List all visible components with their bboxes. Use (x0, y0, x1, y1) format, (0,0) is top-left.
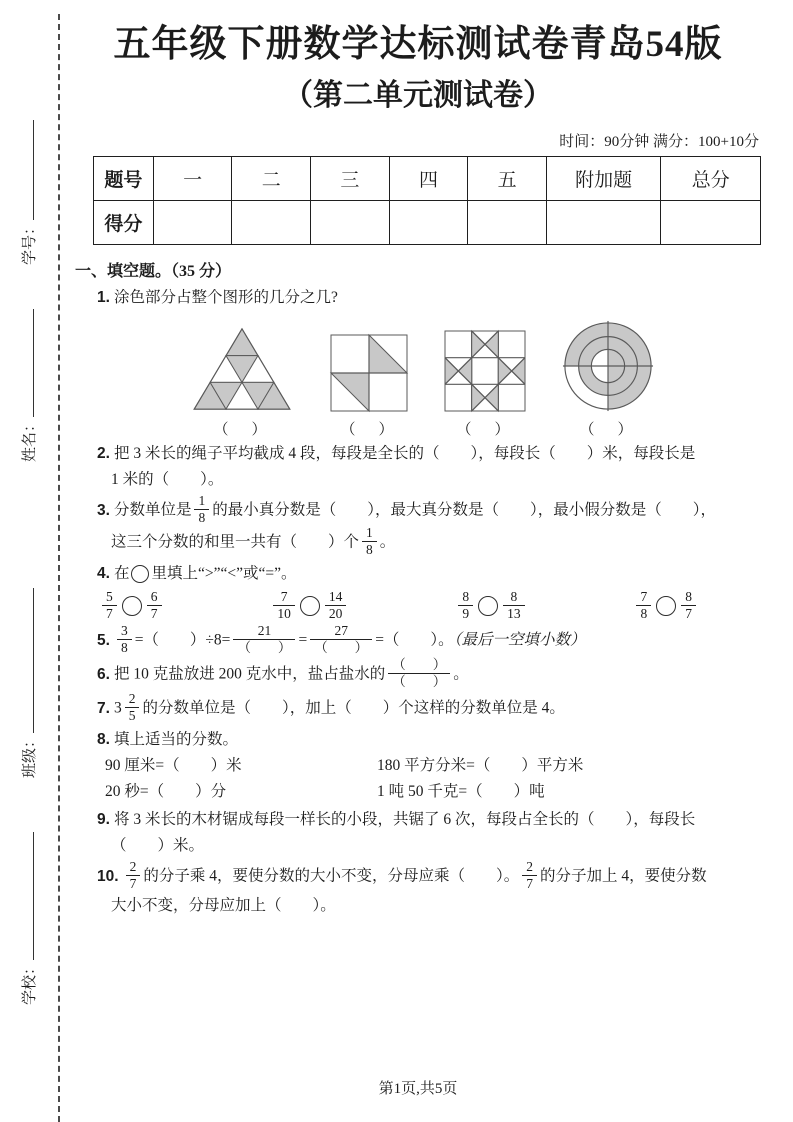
fraction-21-blank: $\frac{21}{( )}$ (233, 623, 295, 655)
score-table-cell-label: 题号 (94, 157, 154, 201)
conversion-item: 180 平方分米=（ ）平方米 (377, 757, 584, 775)
left-fraction: $\frac{8}{9}$ (458, 589, 473, 621)
score-empty-cell (153, 201, 232, 245)
question-2-line2: 1 米的（ ）。 (111, 471, 224, 489)
compare-circle-icon (300, 596, 320, 616)
figure-3-answer-blank: （ ） (456, 422, 514, 439)
question-6-text1: 把 10 克盐放进 200 克水中，盐占盐水的 (113, 665, 386, 683)
right-fraction: $\frac{8}{13}$ (503, 589, 525, 621)
question-7-text: 的分数单位是（ ），加上（ ）个这样的分数单位是 4。 (142, 699, 565, 717)
fraction-blank-blank: $\frac{( )}{( )}$ (388, 657, 450, 689)
compare-circle-icon (656, 596, 676, 616)
mixed-number-whole: 3 (113, 699, 122, 717)
compare-circle-icon (478, 596, 498, 616)
paper-main-content (75, 22, 761, 921)
compare-circle-icon (131, 565, 149, 583)
fraction-2-7: $\frac{2}{7}$ (522, 859, 537, 891)
score-table-col-total: 总分 (661, 157, 761, 201)
score-empty-cell (232, 201, 311, 245)
right-fraction: $\frac{8}{7}$ (681, 589, 696, 621)
conversion-item: 20 秒=（ ）分 (105, 783, 227, 801)
right-fraction: $\frac{6}{7}$ (147, 589, 162, 621)
margin-label-class (19, 558, 41, 778)
question-4-comparisons (99, 591, 699, 623)
question-10-text2: 的分子加上 4，要使分数 (539, 868, 707, 886)
figure-triangle (189, 325, 295, 439)
student-id-label: 学号： (22, 219, 38, 265)
star-grid-figure (443, 329, 527, 413)
left-fraction: $\frac{7}{8}$ (636, 589, 651, 621)
margin-label-school (19, 785, 41, 1005)
student-id-blank-line (19, 120, 34, 220)
question-9 (97, 807, 761, 859)
questions-list (97, 285, 761, 919)
question-5-note: （最后一空填小数） (453, 631, 586, 649)
section1-heading: 一、填空题。（35 分） (75, 263, 232, 281)
question-4-text1: 在 (113, 565, 130, 583)
question-5-number: 5. (97, 631, 110, 649)
question-1-text: 涂色部分占整个图形的几分之几? (113, 289, 338, 307)
dashed-cut-line (58, 14, 60, 1122)
question-7-number: 7. (97, 699, 110, 717)
score-table-col-extra: 附加题 (546, 157, 660, 201)
page-subtitle: （第二单元测试卷） (283, 79, 553, 113)
class-label: 班级： (22, 732, 38, 778)
fraction-2-5: $\frac{2}{5}$ (125, 691, 140, 723)
fraction-2-7: $\frac{2}{7}$ (126, 859, 141, 891)
name-label: 姓名： (22, 416, 38, 462)
score-table-col-4: 四 (389, 157, 468, 201)
square-diagonal-figure (329, 333, 409, 413)
question-8 (97, 727, 761, 805)
figure-circles (561, 319, 655, 439)
question-2-line1 (97, 441, 761, 467)
figure-2-answer-blank: （ ） (340, 422, 398, 439)
score-table-col-1: 一 (153, 157, 232, 201)
figure-star (443, 329, 527, 439)
question-4-intro (97, 561, 761, 587)
comparison-item (633, 591, 699, 623)
question-3-text2: 的最小真分数是（ ），最大真分数是（ ），最小假分数是（ ）， (212, 501, 716, 519)
question-7 (97, 693, 761, 725)
comparison-item (270, 591, 349, 623)
question-3-number: 3. (97, 501, 110, 519)
question-3 (97, 495, 761, 559)
question-6-text2: 。 (453, 665, 469, 683)
equals-sign: = (298, 631, 308, 649)
question-9-line1 (97, 807, 761, 833)
question-5 (97, 625, 761, 657)
fraction-1-8: $\frac{1}{8}$ (362, 525, 377, 557)
score-empty-cell (468, 201, 547, 245)
question-1-number: 1. (97, 289, 110, 307)
question-8-row2 (105, 779, 761, 805)
conversion-item: 90 厘米=（ ）米 (105, 757, 242, 775)
question-5-text1: =（ ）÷8= (134, 631, 231, 649)
figure-square (329, 333, 409, 439)
question-4 (97, 561, 761, 623)
fraction-3-8: $\frac{3}{8}$ (117, 623, 132, 655)
question-2 (97, 441, 761, 493)
score-table-header-row (94, 157, 761, 201)
left-fraction: $\frac{7}{10}$ (273, 589, 295, 621)
comparison-item (99, 591, 165, 623)
question-1 (97, 285, 761, 311)
question-3-line2 (97, 527, 761, 559)
question-2-number: 2. (97, 445, 110, 463)
question-9-line2: （ ）米。 (111, 837, 205, 855)
fraction-1-8: $\frac{1}{8}$ (194, 493, 209, 525)
margin-label-name (19, 242, 41, 462)
left-fraction: $\frac{5}{7}$ (102, 589, 117, 621)
class-blank-line (19, 588, 34, 733)
question-2-text1: 把 3 米长的绳子平均截成 4 段，每段是全长的（ ），每段长（ ）米，每段长是 (113, 445, 696, 463)
question-3-text1: 分数单位是 (113, 501, 192, 519)
page-title: 五年级下册数学达标测试卷青岛54版 (113, 24, 723, 65)
question-8-row1 (105, 753, 761, 779)
school-blank-line (19, 832, 34, 960)
question-3-line1 (97, 495, 761, 527)
compare-circle-icon (122, 596, 142, 616)
question-6 (97, 659, 761, 691)
question-4-text2: 里填上“>”“<”或“=”。 (151, 565, 297, 583)
score-table (93, 156, 761, 245)
score-table-col-2: 二 (232, 157, 311, 201)
question-1-figures (189, 319, 761, 439)
time-score-meta: 时间：90分钟 满分：100+10分 (559, 134, 759, 151)
question-3-text3: 这三个分数的和里一共有（ ）个 (111, 533, 360, 551)
margin-label-student-id (19, 45, 41, 265)
right-fraction: $\frac{14}{20}$ (325, 589, 347, 621)
concentric-circles-figure (561, 319, 655, 413)
question-8-intro (97, 727, 761, 753)
page-footer: 第1页,共5页 (378, 1081, 458, 1097)
score-empty-cell (311, 201, 390, 245)
question-10-line2: 大小不变，分母应加上（ ）。 (111, 897, 336, 915)
school-label: 学校： (22, 959, 38, 1005)
conversion-item: 1 吨 50 千克=（ ）吨 (377, 783, 545, 801)
question-3-text4: 。 (379, 533, 396, 551)
fraction-27-blank: $\frac{27}{( )}$ (310, 623, 372, 655)
score-empty-cell (546, 201, 660, 245)
triangle-grid-figure (189, 325, 295, 413)
comparison-item (455, 591, 527, 623)
score-empty-cell (389, 201, 468, 245)
score-label-cell: 得分 (94, 201, 154, 245)
question-5-text2: =（ ）。 (375, 631, 454, 649)
question-9-number: 9. (97, 811, 110, 829)
figure-4-answer-blank: （ ） (579, 422, 637, 439)
question-10-number: 10. (97, 868, 119, 886)
question-8-text: 填上适当的分数。 (113, 731, 238, 749)
score-table-score-row (94, 201, 761, 245)
question-10-line1 (97, 861, 761, 893)
question-8-number: 8. (97, 731, 110, 749)
question-9-text1: 将 3 米长的木材锯成每段一样长的小段，共锯了 6 次，每段占全长的（ ），每段长 (113, 811, 696, 829)
name-blank-line (19, 309, 34, 417)
question-10-text1: 的分子乘 4，要使分数的大小不变，分母应乘（ ）。 (143, 868, 520, 886)
score-table-col-3: 三 (311, 157, 390, 201)
score-table-col-5: 五 (468, 157, 547, 201)
question-4-number: 4. (97, 565, 110, 583)
question-10 (97, 861, 761, 919)
score-empty-cell (661, 201, 761, 245)
question-6-number: 6. (97, 665, 110, 683)
figure-1-answer-blank: （ ） (213, 422, 271, 439)
